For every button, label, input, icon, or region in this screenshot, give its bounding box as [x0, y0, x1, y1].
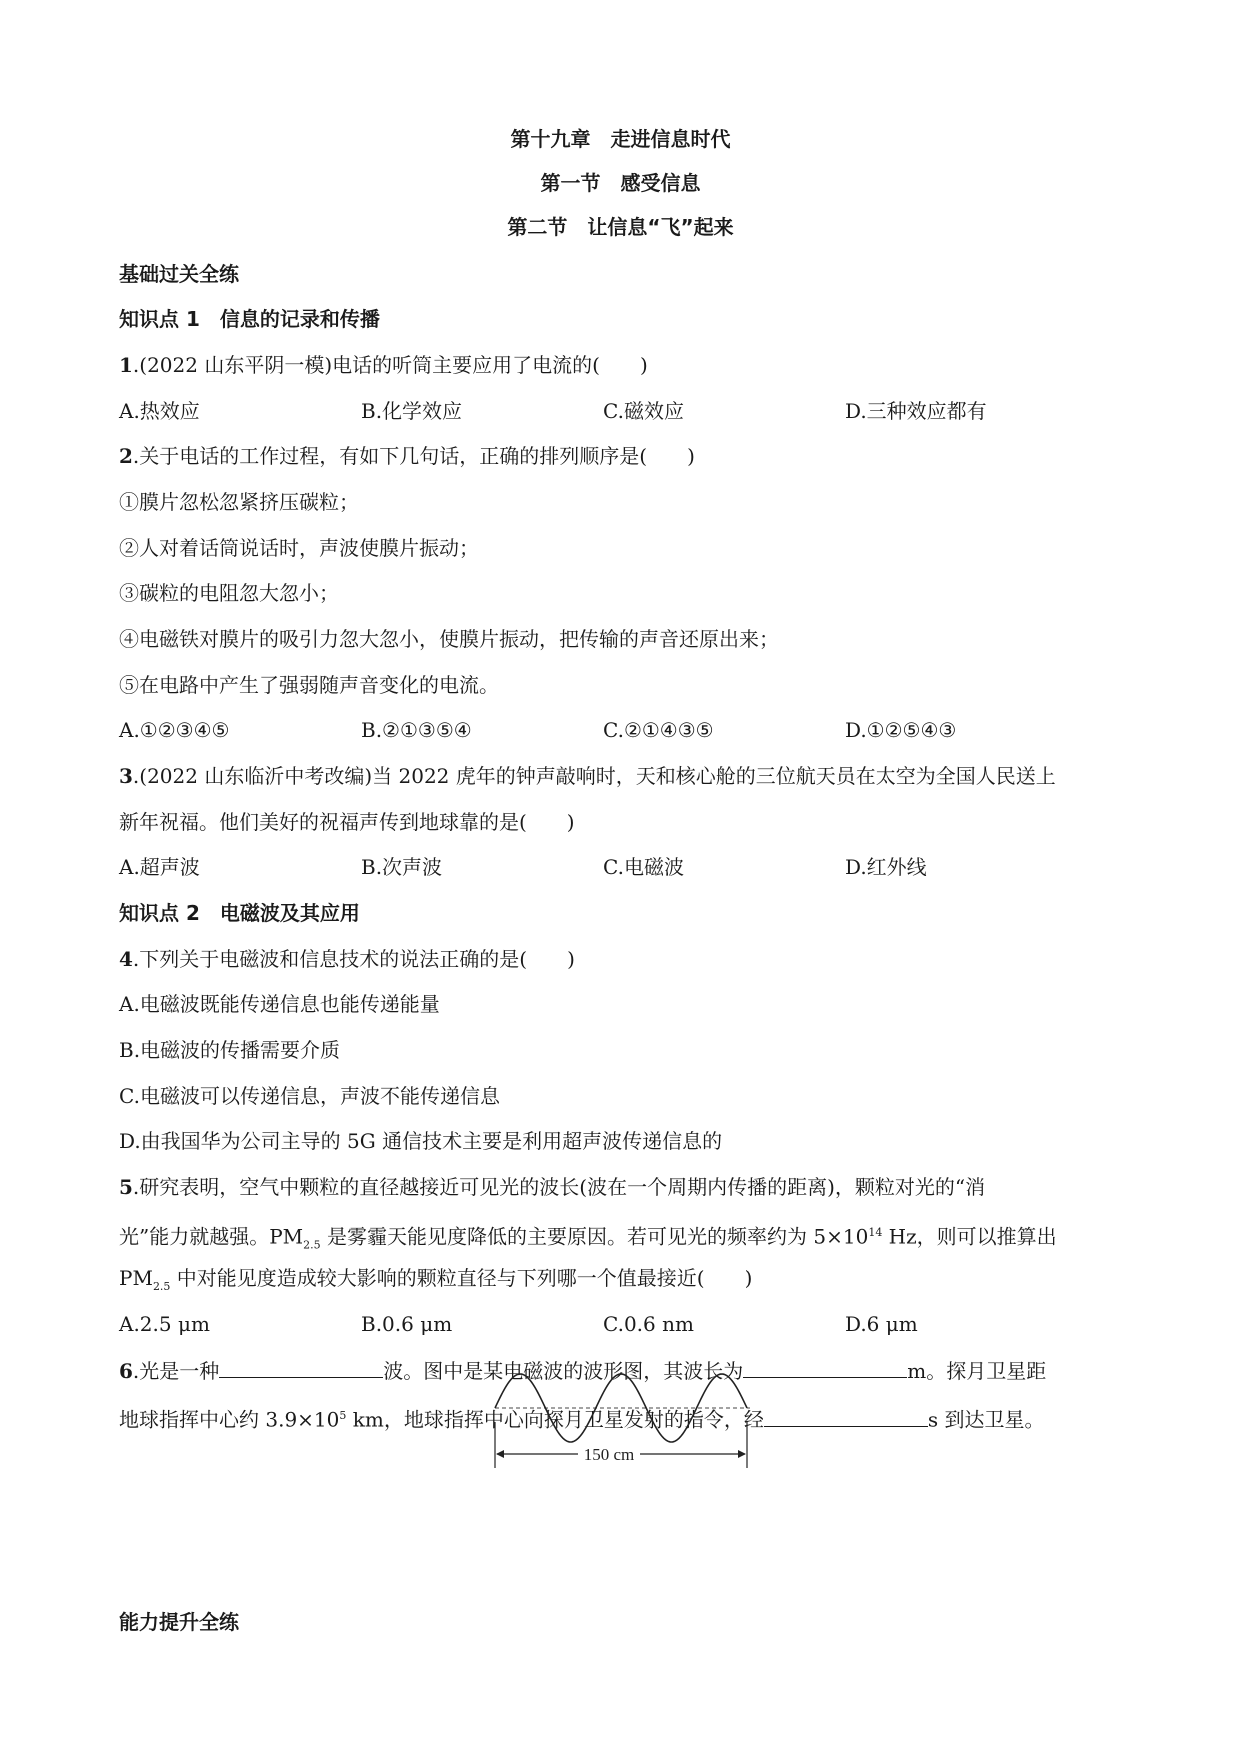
question-text: .(2022 山东平阴一模)电话的听筒主要应用了电流的( ) [132, 353, 648, 377]
question-number: 6 [119, 1359, 133, 1383]
answer-blank[interactable] [764, 1406, 928, 1427]
text-segment: PM [119, 1266, 153, 1290]
option-b: B.②①③⑤④ [361, 718, 472, 742]
knowledge-point-2: 知识点 2 电磁波及其应用 [119, 901, 360, 925]
question-4 [119, 946, 575, 972]
question-5-line-2 [119, 1220, 1057, 1259]
option-b: B.化学效应 [361, 399, 463, 423]
text-segment: m。探月卫星距 [907, 1359, 1047, 1383]
text-segment: 地球指挥中心约 3.9×10 [119, 1407, 340, 1432]
text-segment: km，地球指挥中心向探月卫星发射的指令，经 [346, 1407, 764, 1432]
option-a: A.①②③④⑤ [119, 718, 230, 742]
answer-blank[interactable] [219, 1357, 383, 1378]
question-2 [119, 443, 695, 469]
text-segment: s 到达卫星。 [927, 1407, 1045, 1432]
arrowhead-right [738, 1450, 746, 1458]
option-b: B.电磁波的传播需要介质 [119, 1038, 341, 1062]
question-number: 3 [119, 764, 133, 788]
question-text: .研究表明，空气中颗粒的直径越接近可见光的波长(波在一个周期内传播的距离)，颗粒对光的“消 [132, 1175, 986, 1199]
question-3-line-2: 新年祝福。他们美好的祝福声传到地球靠的是( ) [119, 810, 575, 834]
question-3 [119, 763, 1056, 789]
option-a: A.2.5 μm [119, 1312, 210, 1336]
question-number: 5 [119, 1175, 133, 1199]
question-2-item-2: ②人对着话筒说话时，声波使膜片振动； [119, 536, 479, 560]
exponent: 5 [339, 1409, 347, 1422]
text-segment: .光是一种 [132, 1359, 220, 1383]
question-number: 1 [119, 353, 133, 377]
question-text: .(2022 山东临沂中考改编)当 2022 虎年的钟声敲响时，天和核心舱的三位航天员在太空为全国人民送上 [132, 764, 1056, 788]
question-number: 4 [119, 947, 133, 971]
section-title-2: 第二节 让信息“飞”起来 [507, 215, 734, 239]
question-5 [119, 1174, 985, 1200]
option-b: B.0.6 μm [361, 1312, 453, 1336]
question-number: 2 [119, 444, 133, 468]
question-5-line-3 [119, 1265, 752, 1300]
option-d: D.6 μm [845, 1312, 918, 1336]
question-2-item-5: ⑤在电路中产生了强弱随声音变化的电流。 [119, 673, 499, 697]
option-c: C.②①④③⑤ [603, 718, 714, 742]
text-segment: 光”能力就越强。PM [119, 1224, 304, 1249]
section-title-1: 第一节 感受信息 [540, 171, 701, 195]
pm-subscript: 2.5 [303, 1238, 321, 1252]
answer-blank[interactable] [743, 1357, 907, 1378]
option-a: A.电磁波既能传递信息也能传递能量 [119, 992, 440, 1016]
question-1 [119, 352, 648, 378]
option-d: D.三种效应都有 [845, 399, 987, 423]
pm-subscript: 2.5 [152, 1280, 171, 1293]
wave-figure [490, 1340, 760, 1470]
option-c: C.0.6 nm [603, 1312, 694, 1336]
knowledge-point-1: 知识点 1 信息的记录和传播 [119, 307, 380, 331]
arrowhead-left [496, 1450, 504, 1458]
basic-practice-heading: 基础过关全练 [119, 262, 239, 286]
question-2-item-1: ①膜片忽松忽紧挤压碳粒； [119, 490, 359, 514]
question-text: .关于电话的工作过程，有如下几句话，正确的排列顺序是( ) [132, 444, 695, 468]
option-b: B.次声波 [361, 855, 443, 879]
text-segment: 波。图中是某电磁波的波形图，其波长为 [383, 1359, 744, 1383]
option-d: D.由我国华为公司主导的 5G 通信技术主要是利用超声波传递信息的 [119, 1129, 723, 1153]
option-d: D.红外线 [845, 855, 927, 879]
option-c: C.电磁波 [603, 855, 684, 879]
question-2-item-3: ③碳粒的电阻忽大忽小； [119, 581, 339, 605]
option-d: D.①②⑤④③ [845, 718, 957, 742]
option-a: A.超声波 [119, 855, 200, 879]
question-2-item-4: ④电磁铁对膜片的吸引力忽大忽小，使膜片振动，把传输的声音还原出来； [119, 627, 779, 651]
dimension-label: 150 cm [583, 1445, 635, 1464]
exponent: 14 [868, 1226, 883, 1239]
advanced-practice-heading: 能力提升全练 [119, 1610, 239, 1634]
option-a: A.热效应 [119, 399, 200, 423]
text-segment: 中对能见度造成较大影响的颗粒直径与下列哪一个值最接近( ) [170, 1266, 753, 1290]
chapter-title: 第十九章 走进信息时代 [510, 127, 731, 151]
text-segment: 是雾霾天能见度降低的主要原因。若可见光的频率约为 5×10 [320, 1224, 869, 1249]
question-text: .下列关于电磁波和信息技术的说法正确的是( ) [132, 947, 575, 971]
option-c: C.磁效应 [603, 399, 684, 423]
text-segment: Hz，则可以推算出 [882, 1224, 1057, 1249]
option-c: C.电磁波可以传递信息，声波不能传递信息 [119, 1084, 500, 1108]
